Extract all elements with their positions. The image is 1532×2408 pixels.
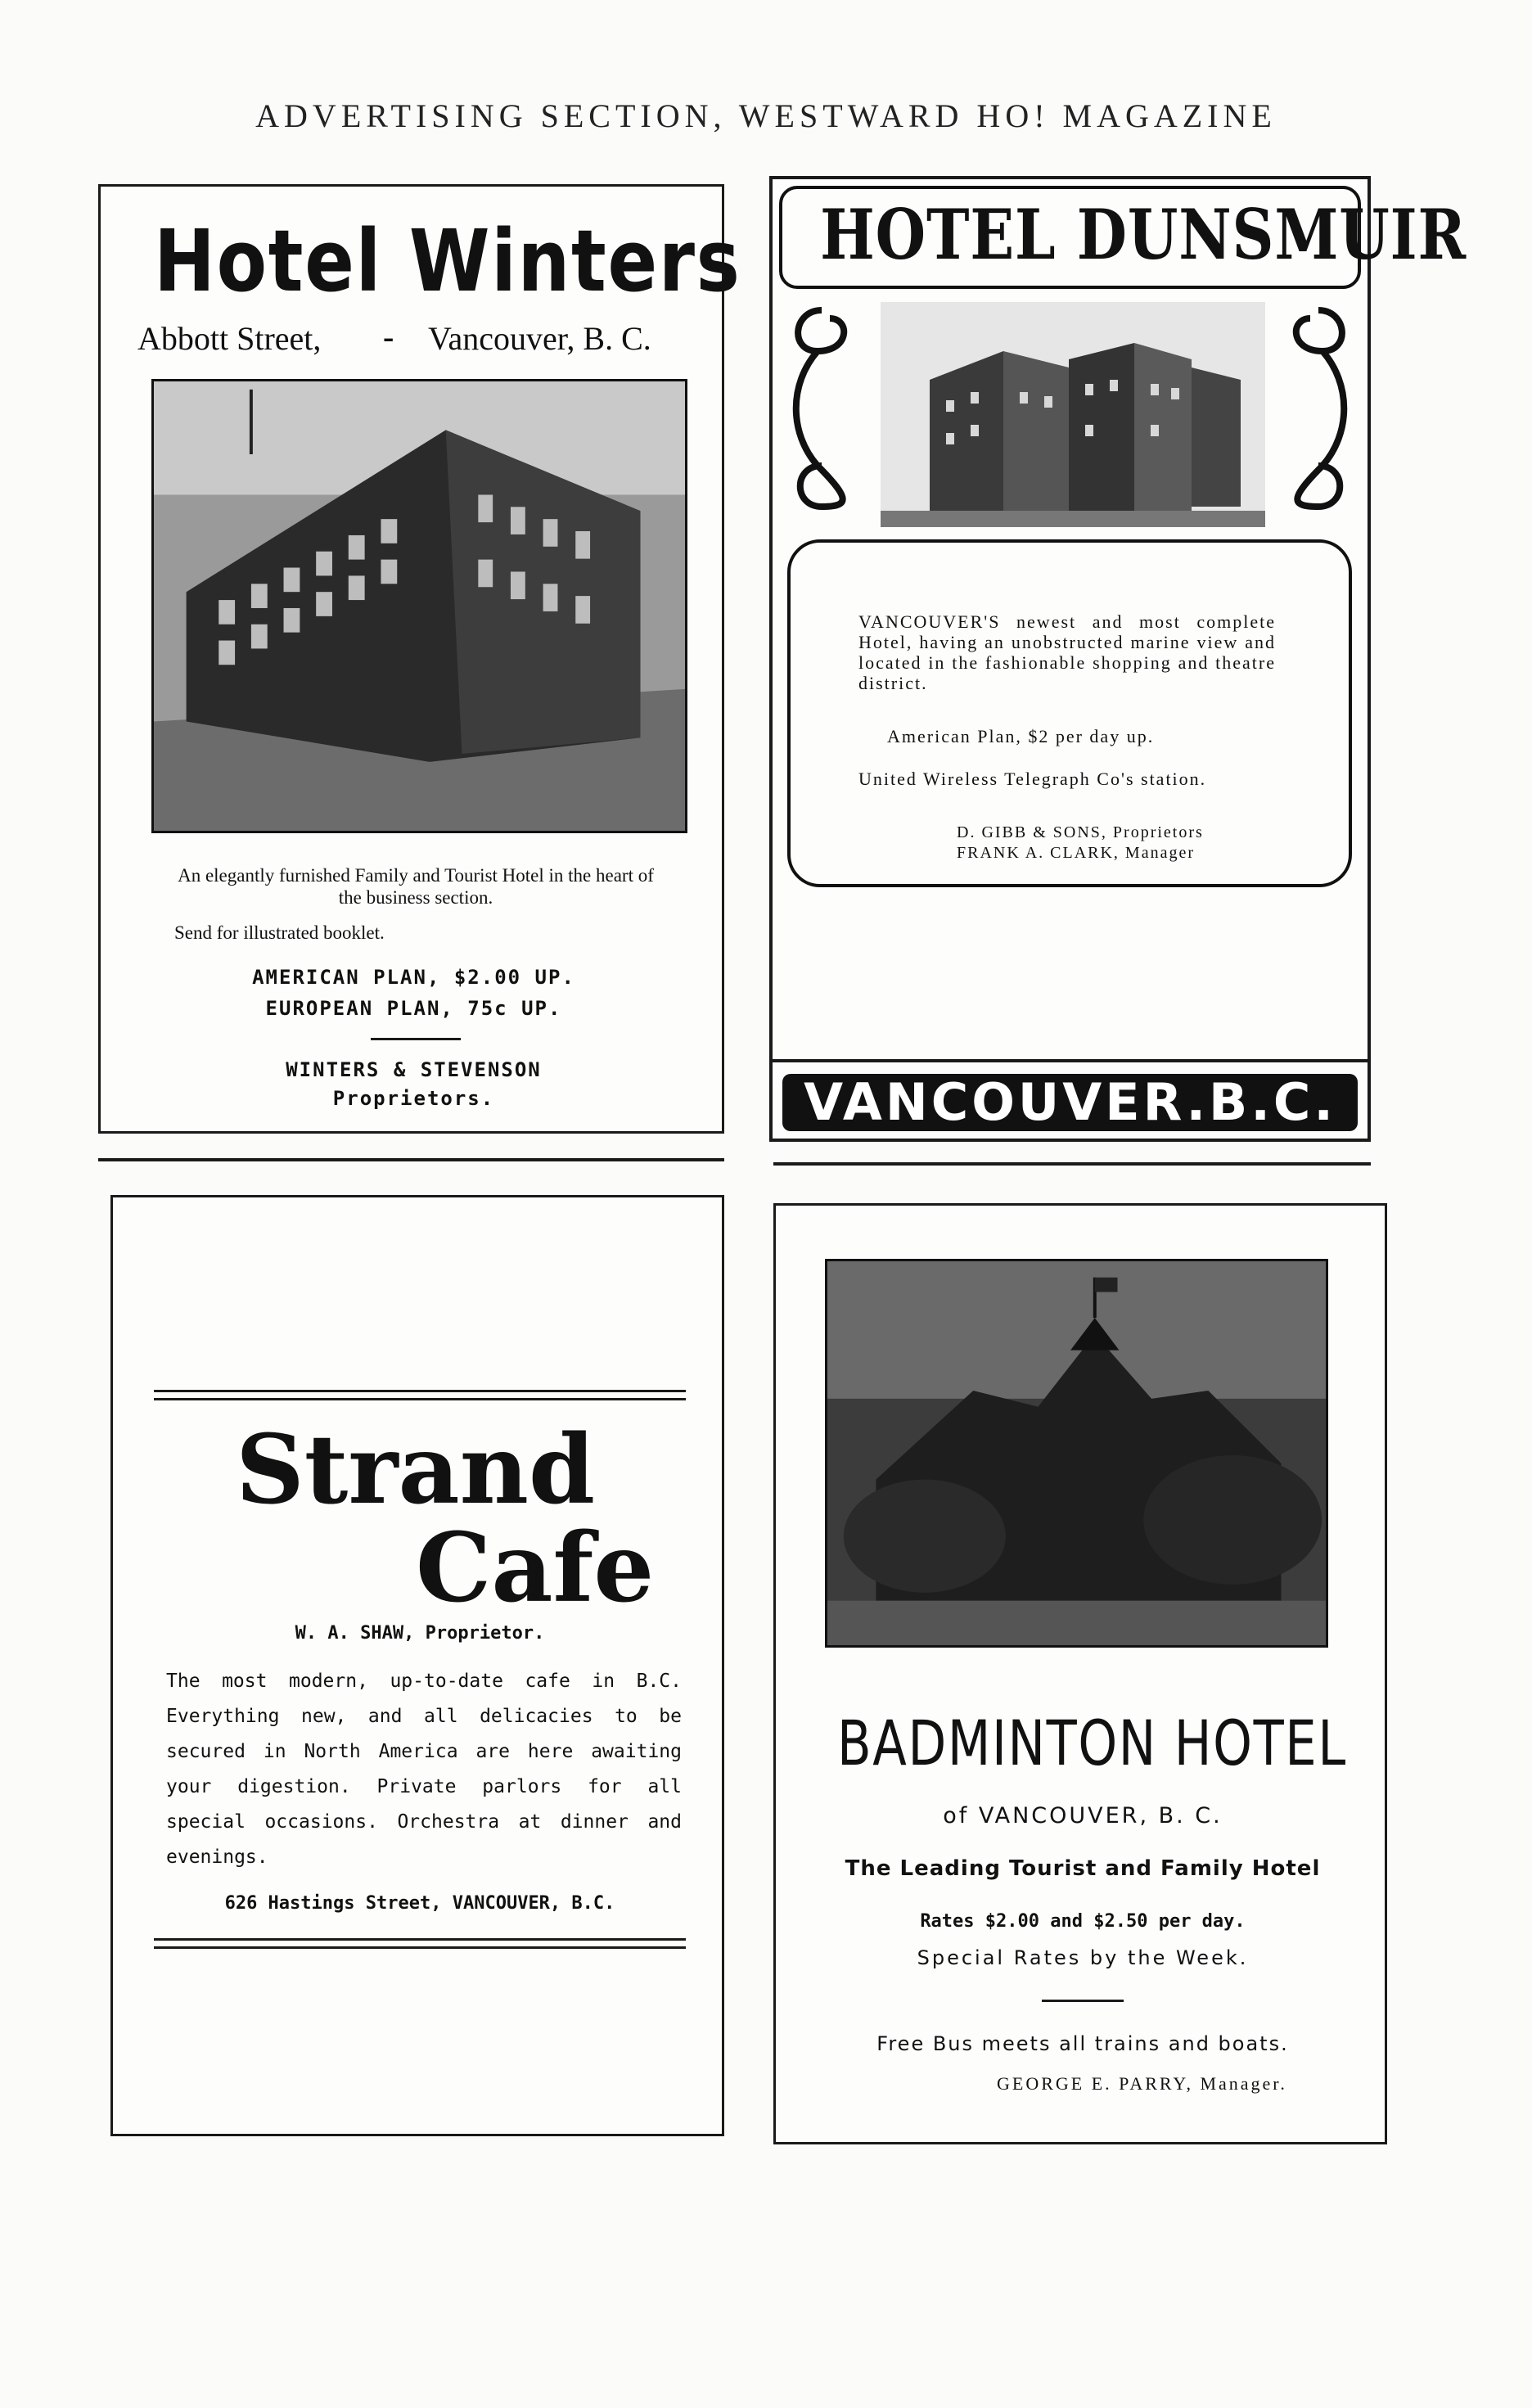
- badminton-hotel-bus: Free Bus meets all trains and boats.: [876, 2032, 1289, 2055]
- strand-cafe-address: 626 Hastings Street, VANCOUVER, B.C.: [224, 1893, 615, 1914]
- ornament-left: [785, 302, 858, 515]
- hotel-dunsmuir-owners: D. GIBB & SONS, Proprietors: [957, 823, 1204, 841]
- hotel-winters-city: Vancouver, B. C.: [428, 320, 651, 357]
- hotel-dunsmuir-wireless: United Wireless Telegraph Co's station.: [858, 769, 1207, 789]
- hotel-winters-american-plan: AMERICAN PLAN, $2.00 UP.: [252, 966, 575, 989]
- hotel-winters-european-plan: EUROPEAN PLAN, 75c UP.: [265, 997, 562, 1020]
- hotel-dunsmuir-plan: American Plan, $2 per day up.: [887, 726, 1155, 746]
- badminton-hotel-ad: [773, 1203, 1387, 2144]
- hotel-winters-owners: WINTERS & STEVENSON: [286, 1058, 542, 1081]
- badminton-hotel-photo: [825, 1259, 1328, 1648]
- hotel-winters-description: An elegantly furnished Family and Tourist Hotel in the heart of the business section.: [178, 865, 654, 908]
- badminton-hotel-title: BADMINTON HOTEL: [837, 1707, 1347, 1779]
- hotel-winters-street: Abbott Street,: [137, 320, 322, 357]
- strand-cafe-ad: [110, 1195, 724, 2136]
- badminton-hotel-city: of VANCOUVER, B. C.: [943, 1803, 1223, 1829]
- hotel-winters-divider: [371, 1038, 461, 1040]
- ornament-right: [1282, 302, 1355, 515]
- hotel-dunsmuir-photo: [881, 302, 1265, 527]
- hotel-winters-owners-role: Proprietors.: [332, 1087, 495, 1110]
- hotel-winters-booklet: Send for illustrated booklet.: [174, 922, 385, 943]
- badminton-hotel-rates: Rates $2.00 and $2.50 per day.: [920, 1911, 1246, 1932]
- hotel-dunsmuir-description: VANCOUVER'S newest and most complete Hotel, having an unobstructed marine view and located in the fashionable shopping and theatre district.: [858, 611, 1276, 693]
- badminton-hotel-tagline: The Leading Tourist and Family Hotel: [845, 1856, 1321, 1881]
- hotel-winters-ad: [98, 184, 741, 1134]
- section-rule-left: [98, 1158, 724, 1161]
- badminton-hotel-manager: GEORGE E. PARRY, Manager.: [997, 2073, 1287, 2094]
- strand-top-rule-2: [154, 1398, 686, 1400]
- strand-cafe-proprietor: W. A. SHAW, Proprietor.: [295, 1623, 545, 1644]
- hotel-dunsmuir-manager: FRANK A. CLARK, Manager: [957, 844, 1195, 862]
- section-rule-right: [773, 1162, 1371, 1166]
- hotel-dunsmuir-ad: [769, 176, 1467, 1142]
- strand-top-rule-1: [154, 1390, 686, 1392]
- hotel-winters-photo: [151, 379, 687, 833]
- strand-cafe-body: The most modern, up-to-date cafe in B.C. Everything new, and all delicacies to be secured in North America are here awaiting your digestion. Private parlors for all special occasions. Orchestra at dinner and evenings.: [166, 1671, 682, 1868]
- strand-cafe-title-strand: Strand: [236, 1414, 596, 1526]
- hotel-dunsmuir-title: HOTEL DUNSMUIR: [820, 194, 1467, 275]
- badminton-hotel-divider: [1042, 2000, 1124, 2002]
- badminton-hotel-special-rates: Special Rates by the Week.: [917, 1946, 1249, 1969]
- strand-bottom-rule-1: [154, 1938, 686, 1941]
- strand-cafe-title-cafe: Cafe: [416, 1513, 655, 1624]
- hotel-dunsmuir-divider: [773, 1059, 1368, 1062]
- strand-bottom-rule-2: [154, 1946, 686, 1949]
- page-header: ADVERTISING SECTION, WESTWARD HO! MAGAZINE: [255, 97, 1277, 134]
- hotel-dunsmuir-banner: VANCOUVER.B.C.: [782, 1074, 1358, 1131]
- hotel-winters-title: Hotel Winters: [154, 211, 741, 311]
- hotel-winters-dash: -: [383, 318, 394, 355]
